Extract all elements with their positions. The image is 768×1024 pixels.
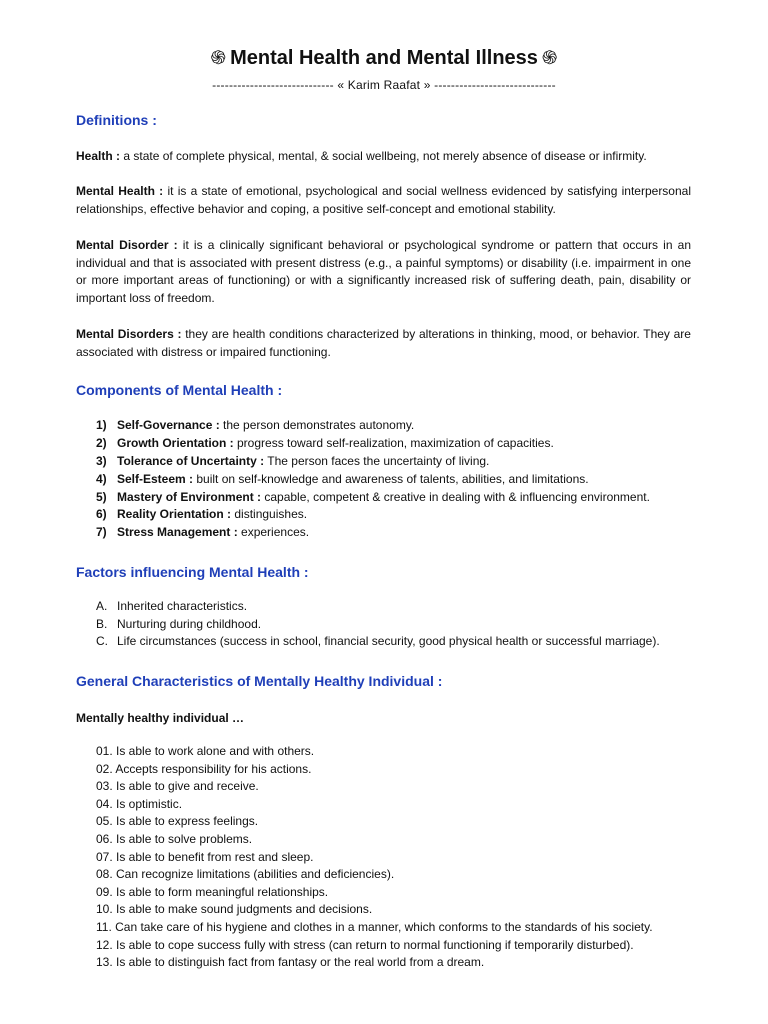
item-term: Reality Orientation : (117, 507, 232, 522)
definitions-heading: Definitions : (76, 112, 157, 128)
title-text: Mental Health and Mental Illness (230, 47, 538, 69)
item-term: Self-Esteem : (117, 471, 194, 486)
item-text: capable, competent & creative in dealing with & influencing environment. (261, 489, 650, 504)
definition-term: Mental Health : (76, 184, 164, 198)
list-item: 13. Is able to distinguish fact from fantasy or the real world from a dream. (96, 955, 485, 970)
item-text: progress toward self-realization, maximization of capacities. (233, 435, 554, 450)
item-text: Nurturing during childhood. (117, 616, 262, 631)
item-letter: B. (96, 616, 108, 631)
spiral-ornament-icon: ֍ (541, 48, 558, 69)
page-title (0, 44, 768, 73)
item-number: 6) (96, 507, 107, 522)
definition-text: a state of complete physical, mental, & social wellbeing, not merely absence of disease or infirmity. (120, 149, 647, 163)
definition-text: it is a state of emotional, psychological and social wellness evidenced by satisfying interpersonal relationships, effective behavior and coping, a positive self-concept and emotional stability. (76, 184, 691, 216)
components-heading: Components of Mental Health : (76, 382, 283, 398)
definition-mental-disorder (76, 237, 691, 308)
list-item: 04. Is optimistic. (96, 796, 183, 811)
list-item: 10. Is able to make sound judgments and decisions. (96, 902, 373, 917)
definition-text: they are health conditions characterized by alterations in thinking, mood, or behavior. They are associated with distress or impaired functioning. (76, 327, 691, 359)
list-item: 07. Is able to benefit from rest and sleep. (96, 849, 314, 864)
item-number: 1) (96, 418, 107, 432)
definition-term: Mental Disorders : (76, 327, 182, 341)
item-text: distinguishes. (231, 507, 308, 522)
spiral-ornament-icon: ֍ (210, 48, 227, 69)
item-text: built on self-knowledge and awareness of talents, abilities, and limitations. (193, 471, 589, 486)
list-item: 03. Is able to give and receive. (96, 779, 259, 794)
list-item: 12. Is able to cope success fully with stress (can return to normal functioning if temporarily disturbed). (96, 937, 634, 952)
list-item: 11. Can take care of his hygiene and clothes in a manner, which conforms to the standards of his society. (96, 919, 653, 934)
definition-mental-disorders (76, 326, 691, 361)
author-byline: ----------------------------- « Karim Raafat » ----------------------------- (212, 78, 556, 92)
characteristics-intro: Mentally healthy individual … (76, 711, 245, 725)
list-item: 08. Can recognize limitations (abilities and deficiencies). (96, 867, 395, 882)
list-item: 06. Is able to solve problems. (96, 831, 253, 846)
list-item (96, 506, 650, 524)
item-text: Life circumstances (success in school, financial security, good physical health or successful marriage). (117, 634, 660, 649)
item-text: The person faces the uncertainty of living. (264, 453, 490, 468)
list-item (96, 471, 650, 489)
item-term: Stress Management : (117, 525, 238, 540)
item-number: 2) (96, 435, 107, 450)
list-item: 02. Accepts responsibility for his actions. (96, 761, 312, 776)
definition-term: Mental Disorder : (76, 238, 178, 252)
item-term: Tolerance of Uncertainty : (117, 453, 265, 468)
item-text: Inherited characteristics. (117, 599, 248, 613)
list-item: 09. Is able to form meaningful relationships. (96, 884, 329, 899)
item-term: Self-Governance : (117, 418, 220, 432)
characteristics-list (96, 743, 653, 972)
list-item (96, 633, 660, 651)
list-item (96, 417, 650, 435)
list-item (96, 453, 650, 471)
factors-list (96, 598, 660, 651)
characteristics-heading: General Characteristics of Mentally Healthy Individual : (76, 673, 443, 689)
item-number: 5) (96, 489, 107, 504)
item-term: Growth Orientation : (117, 435, 234, 450)
definition-term: Health : (76, 149, 121, 163)
item-letter: C. (96, 634, 108, 649)
item-number: 4) (96, 471, 107, 486)
list-item (96, 616, 660, 634)
item-text: experiences. (237, 525, 310, 540)
definition-mental-health (76, 183, 691, 218)
definition-health (76, 148, 691, 166)
list-item (96, 435, 650, 453)
item-number: 7) (96, 525, 107, 540)
list-item (96, 524, 650, 542)
list-item: 05. Is able to express feelings. (96, 814, 259, 829)
list-item: 01. Is able to work alone and with others. (96, 744, 315, 758)
item-letter: A. (96, 599, 108, 613)
item-number: 3) (96, 453, 107, 468)
factors-heading: Factors influencing Mental Health : (76, 564, 309, 580)
list-item (96, 598, 660, 616)
item-text: the person demonstrates autonomy. (219, 418, 415, 432)
item-term: Mastery of Environment : (117, 489, 262, 504)
definition-text: it is a clinically significant behavioral or psychological syndrome or pattern that occurs in an individual and that is associated with present distress (e.g., a painful symptoms) or disability (i.e. impairment in one or more important areas of functioning) or with a significantly increased risk of suffering death, pain, disability or important loss of freedom. (76, 238, 692, 306)
components-list (96, 417, 650, 542)
list-item (96, 489, 650, 507)
